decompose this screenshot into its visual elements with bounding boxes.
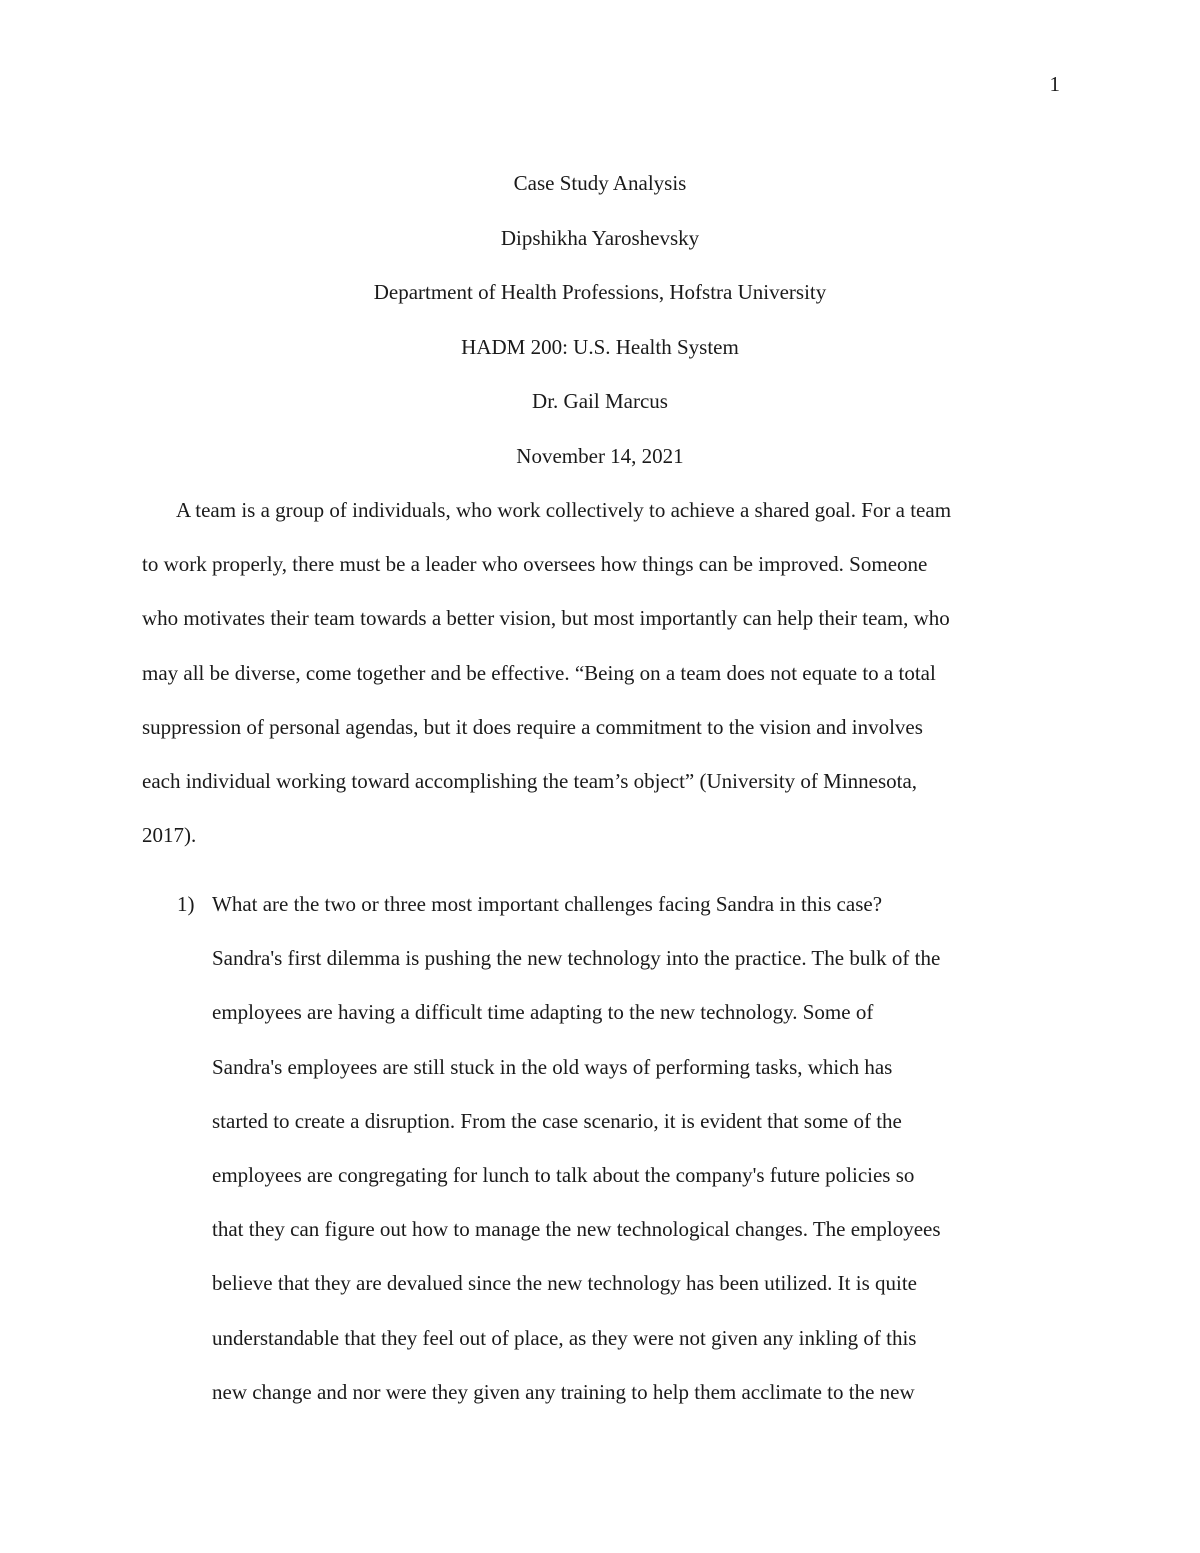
intro-line: to work properly, there must be a leader who oversees how things can be improved. Someone (142, 552, 928, 577)
answer-line: that they can figure out how to manage the new technological changes. The employees (212, 1217, 941, 1242)
answer-line: Sandra's employees are still stuck in the old ways of performing tasks, which has (212, 1054, 893, 1079)
intro-line: A team is a group of individuals, who work collectively to achieve a shared goal. For a team (176, 498, 952, 522)
answer-line: started to create a disruption. From the case scenario, it is evident that some of the (212, 1108, 902, 1133)
list-marker: 1) (177, 892, 195, 916)
instructor-name: Dr. Gail Marcus (532, 389, 668, 413)
intro-line: each individual working toward accomplishing the team’s object” (University of Minnesota, (142, 768, 918, 793)
answer-line: new change and nor were they given any training to help them acclimate to the new (212, 1379, 915, 1404)
question-text: What are the two or three most important challenges facing Sandra in this case? (212, 892, 883, 916)
intro-line: who motivates their team towards a better vision, but most importantly can help their team, who (142, 606, 950, 631)
course-name: HADM 200: U.S. Health System (461, 334, 739, 359)
page-number: 1 (1049, 72, 1060, 96)
answer-line: employees are having a difficult time adapting to the new technology. Some of (212, 1000, 874, 1025)
answer-line: believe that they are devalued since the new technology has been utilized. It is quite (212, 1271, 917, 1296)
title-block (0, 165, 1200, 492)
answer-line: understandable that they feel out of place, as they were not given any inkling of this (212, 1325, 917, 1350)
answer-line: Sandra's first dilemma is pushing the new technology into the practice. The bulk of the (212, 946, 941, 971)
intro-line: 2017). (142, 823, 197, 848)
intro-line: suppression of personal agendas, but it does require a commitment to the vision and involves (142, 714, 923, 739)
author-name: Dipshikha Yaroshevsky (500, 225, 700, 250)
intro-paragraph (142, 490, 1054, 869)
answer-line: employees are congregating for lunch to talk about the company's future policies so (212, 1162, 915, 1187)
question-list (142, 884, 1054, 1426)
department-affiliation: Department of Health Professions, Hofstra University (373, 280, 827, 304)
intro-line: may all be diverse, come together and be effective. “Being on a team does not equate to a total (142, 660, 936, 685)
paper-title: Case Study Analysis (513, 171, 687, 195)
submission-date: November 14, 2021 (516, 443, 684, 468)
list-item-question-1 (142, 884, 1054, 938)
